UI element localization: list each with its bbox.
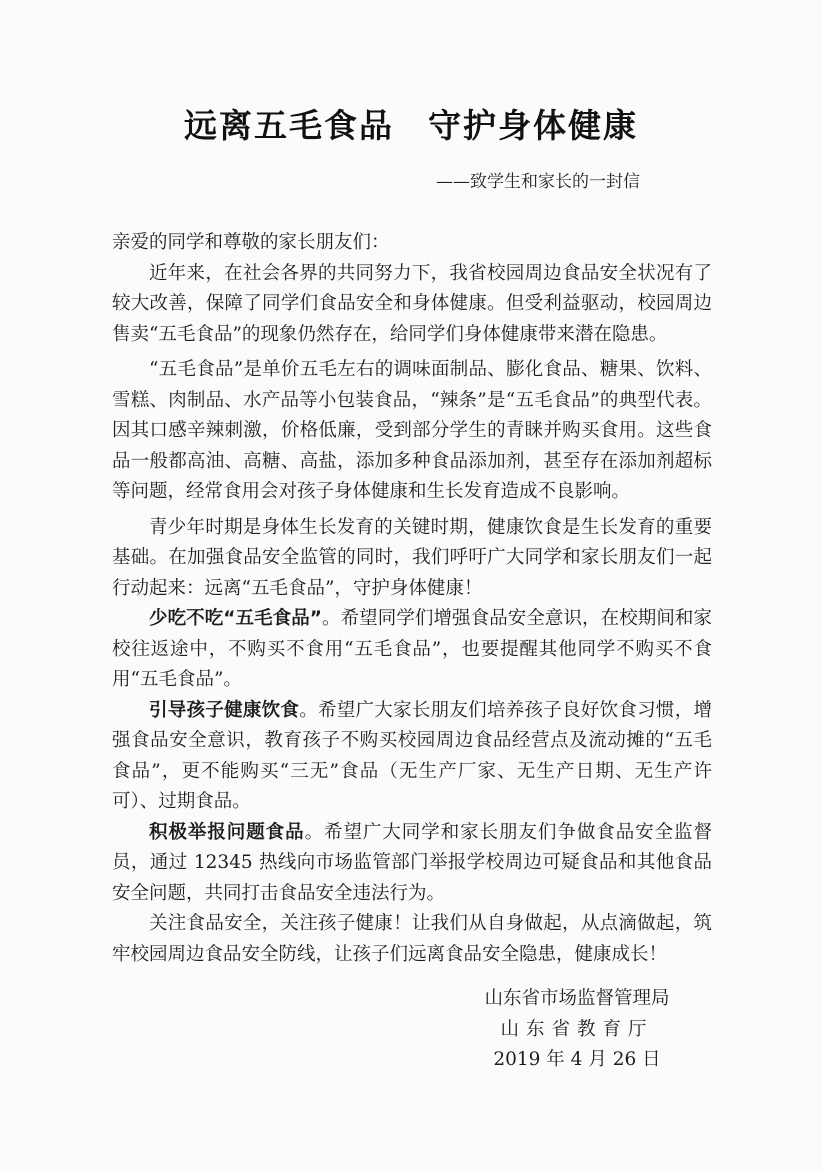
paragraph-intro: 近年来，在社会各界的共同努力下，我省校园周边食品安全状况有了较大改善，保障了同学们食品安全和身体健康。但受利益驱动，校园周边售卖“五毛食品”的现象仍然存在，给同学们身体健康带来潜在隐患。 (112, 262, 712, 345)
page-subtitle: ——致学生和家长的一封信 (436, 172, 640, 192)
paragraph-report (112, 818, 712, 910)
title-part-2: 守护身体健康 (428, 106, 638, 145)
paragraph-students-lead: 少吃不吃“五毛食品” (149, 608, 322, 629)
paragraph-students (112, 604, 712, 696)
signature-date: 2019 年 4 月 26 日 (493, 1049, 661, 1070)
paragraph-students-text: 。希望同学们增强食品安全意识，在校期间和家校往返途中，不购买不食用“五毛食品”，也要提醒其他同学不购买不食用“五毛食品”。 (112, 608, 712, 690)
signature-org-education: 山东省教育厅 (500, 1018, 654, 1040)
paragraph-parents (112, 696, 712, 818)
page-title (0, 100, 822, 147)
signature-org-market: 山东省市场监督管理局 (484, 988, 670, 1009)
title-part-1: 远离五毛食品 (184, 106, 394, 145)
paragraph-closing: 关注食品安全，关注孩子健康！让我们从自身做起，从点滴做起，筑牢校园周边食品安全防线，让孩子们远离食品安全隐患，健康成长！ (112, 913, 712, 965)
paragraph-report-lead: 积极举报问题食品 (149, 821, 305, 843)
paragraph-definition: “五毛食品”是单价五毛左右的调味面制品、膨化食品、糖果、饮料、雪糕、肉制品、水产品等小包装食品，“辣条”是“五毛食品”的典型代表。因其口感辛辣刺激，价格低廉，受到部分学生的青睐并购买食用。这些食品一般都高油、高糖、高盐，添加多种食品添加剂，甚至存在添加剂超标等问题，经常食用会对孩子身体健康和生长发育造成不良影响。 (112, 359, 712, 502)
paragraph-parents-lead: 引导孩子健康饮食 (149, 699, 300, 721)
letter-body (112, 228, 712, 970)
signature-block (462, 984, 692, 1076)
paragraph-report-text: 。希望广大同学和家长朋友们争做食品安全监督员，通过 12345 热线向市场监管部门举报学校周边可疑食品和其他食品安全问题，共同打击食品安全违法行为。 (112, 821, 712, 904)
salutation: 亲爱的同学和尊敬的家长朋友们： (112, 232, 390, 253)
paragraph-parents-text: 。希望广大家长朋友们培养孩子良好饮食习惯，增强食品安全意识，教育孩子不购买校园周边食品经营点及流动摊的“五毛食品”，更不能购买“三无”食品（无生产厂家、无生产日期、无生产许可）、过期食品。 (112, 699, 712, 812)
paragraph-appeal: 青少年时期是身体生长发育的关键时期，健康饮食是生长发育的重要基础。在加强食品安全监管的同时，我们呼吁广大同学和家长朋友们一起行动起来：远离“五毛食品”，守护身体健康！ (112, 516, 712, 599)
